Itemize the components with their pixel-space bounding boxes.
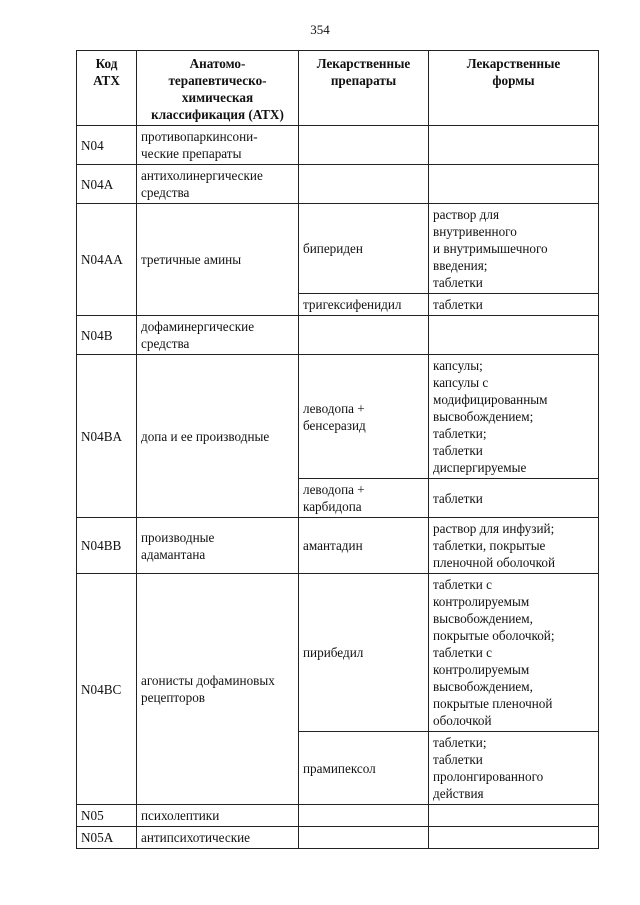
drug-form: таблетки; таблетки пролонгированного действия xyxy=(429,732,599,805)
drug-name xyxy=(299,126,429,165)
table-row xyxy=(77,165,599,204)
drug-name xyxy=(299,165,429,204)
drug-name: леводопа + бенсеразид xyxy=(299,355,429,479)
drug-form: таблетки xyxy=(429,294,599,316)
atc-code: N05 xyxy=(77,805,137,827)
drug-name xyxy=(299,316,429,355)
classification-name: агонисты дофаминовых рецепторов xyxy=(137,574,299,805)
drug-form xyxy=(429,165,599,204)
drug-name xyxy=(299,805,429,827)
atc-code: N04BA xyxy=(77,355,137,518)
table-header-row xyxy=(77,51,599,126)
drug-name: бипериден xyxy=(299,204,429,294)
table-row xyxy=(77,518,599,574)
drug-name: леводопа + карбидопа xyxy=(299,479,429,518)
table-row xyxy=(77,355,599,479)
page-number: 354 xyxy=(310,22,330,37)
drug-name: пирибедил xyxy=(299,574,429,732)
classification-name: психолептики xyxy=(137,805,299,827)
drug-form: капсулы; капсулы с модифицированным высвобождением; таблетки; таблетки диспергируемые xyxy=(429,355,599,479)
atc-code: N04A xyxy=(77,165,137,204)
atc-code: N04 xyxy=(77,126,137,165)
header-drugs: Лекарственные препараты xyxy=(299,51,429,126)
table-row xyxy=(77,805,599,827)
classification-name: производные адамантана xyxy=(137,518,299,574)
atc-code: N04B xyxy=(77,316,137,355)
drug-name: тригексифенидил xyxy=(299,294,429,316)
header-code: Код АТХ xyxy=(77,51,137,126)
classification-name: дофаминергические средства xyxy=(137,316,299,355)
header-forms: Лекарственные формы xyxy=(429,51,599,126)
drug-form xyxy=(429,316,599,355)
classification-name: допа и ее производные xyxy=(137,355,299,518)
atc-code: N04BC xyxy=(77,574,137,805)
drug-name xyxy=(299,827,429,849)
classification-name: противопаркинсони- ческие препараты xyxy=(137,126,299,165)
drug-name: амантадин xyxy=(299,518,429,574)
atc-code: N04BB xyxy=(77,518,137,574)
drug-form xyxy=(429,126,599,165)
table-row xyxy=(77,316,599,355)
atc-code: N05A xyxy=(77,827,137,849)
classification-name: антипсихотические xyxy=(137,827,299,849)
atc-drug-table xyxy=(76,50,599,849)
drug-form: таблетки xyxy=(429,479,599,518)
classification-name: третичные амины xyxy=(137,204,299,316)
drug-form: раствор для внутривенного и внутримышечного введения; таблетки xyxy=(429,204,599,294)
classification-name: антихолинергические средства xyxy=(137,165,299,204)
drug-name: прамипексол xyxy=(299,732,429,805)
atc-code: N04AA xyxy=(77,204,137,316)
drug-form: таблетки с контролируемым высвобождением, покрытые оболочкой; таблетки с контролируемым высвобождением, покрытые пленочной оболочкой xyxy=(429,574,599,732)
table-row xyxy=(77,827,599,849)
table-row xyxy=(77,126,599,165)
table-row xyxy=(77,204,599,294)
header-classification: Анатомо- терапевтическо- химическая классификация (АТХ) xyxy=(137,51,299,126)
drug-form: раствор для инфузий; таблетки, покрытые пленочной оболочкой xyxy=(429,518,599,574)
table-row xyxy=(77,574,599,732)
drug-form xyxy=(429,805,599,827)
drug-form xyxy=(429,827,599,849)
